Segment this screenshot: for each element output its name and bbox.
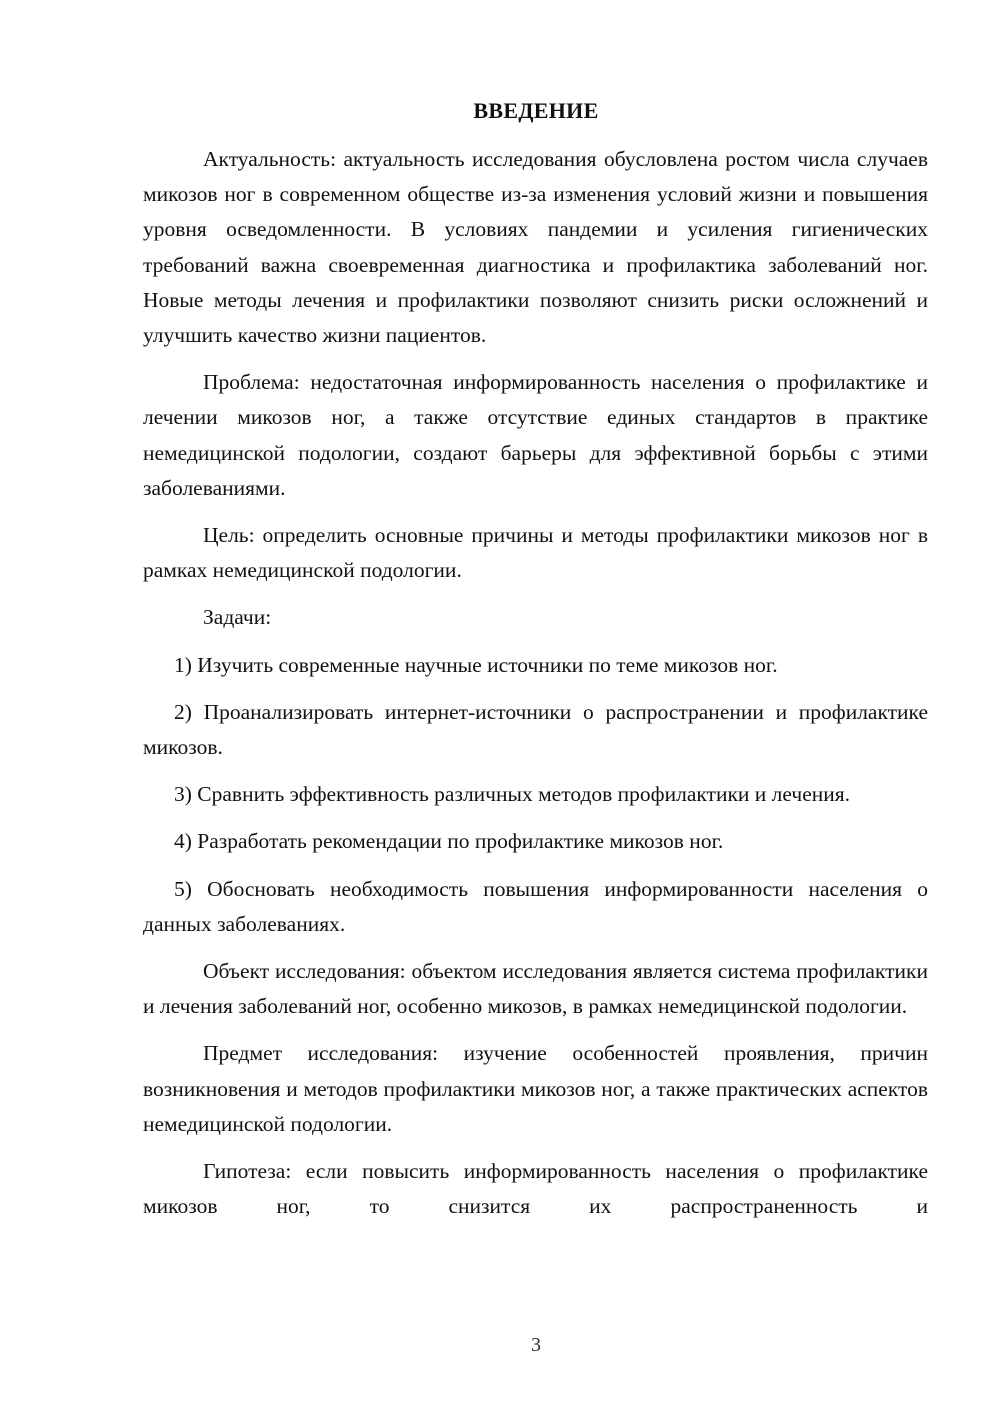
- document-body: [143, 142, 928, 1236]
- paragraph-goal: Цель: определить основные причины и методы профилактики микозов ног в рамках немедицинской подологии.: [143, 523, 928, 583]
- task-item-4: 4) Разработать рекомендации по профилактике микозов ног.: [174, 829, 724, 854]
- task-item-5: 5) Обосновать необходимость повышения информированности населения о данных заболеваниях.: [143, 876, 928, 936]
- paragraph-research-subject: Предмет исследования: изучение особенностей проявления, причин возникновения и методов профилактики микозов ног, а также практических аспектов немедицинской подологии.: [143, 1041, 928, 1136]
- page-title: ВВЕДЕНИЕ: [473, 98, 599, 123]
- paragraph-hypothesis: Гипотеза: если повысить информированность населения о профилактике микозов ног, то снизится их распространенность и: [143, 1159, 928, 1219]
- task-item-1: 1) Изучить современные научные источники по теме микозов ног.: [174, 652, 778, 677]
- paragraph-tasks-heading: Задачи:: [203, 605, 272, 630]
- task-item-3: 3) Сравнить эффективность различных методов профилактики и лечения.: [174, 782, 851, 807]
- page-number: 3: [531, 1334, 541, 1356]
- task-item-2: 2) Проанализировать интернет-источники о распространении и профилактике микозов.: [143, 699, 928, 760]
- paragraph-research-object: Объект исследования: объектом исследования является система профилактики и лечения заболеваний ног, особенно микозов, в рамках немедицинской подологии.: [143, 959, 928, 1019]
- paragraph-problem: Проблема: недостаточная информированность населения о профилактике и лечении микозов ног, а также отсутствие единых стандартов в практике немедицинской подологии, создают барьеры для эффективной борьбы с этими заболеваниями.: [143, 370, 928, 500]
- paragraph-relevance: Актуальность: актуальность исследования обусловлена ростом числа случаев микозов ног в современном обществе из-за изменения условий жизни и повышения уровня осведомленности. В условиях пандемии и усиления гигиенических требований важна своевременная диагностика и профилактика заболеваний ног. Новые методы лечения и профилактики позволяют снизить риски осложнений и улучшить качество жизни пациентов.: [143, 147, 928, 348]
